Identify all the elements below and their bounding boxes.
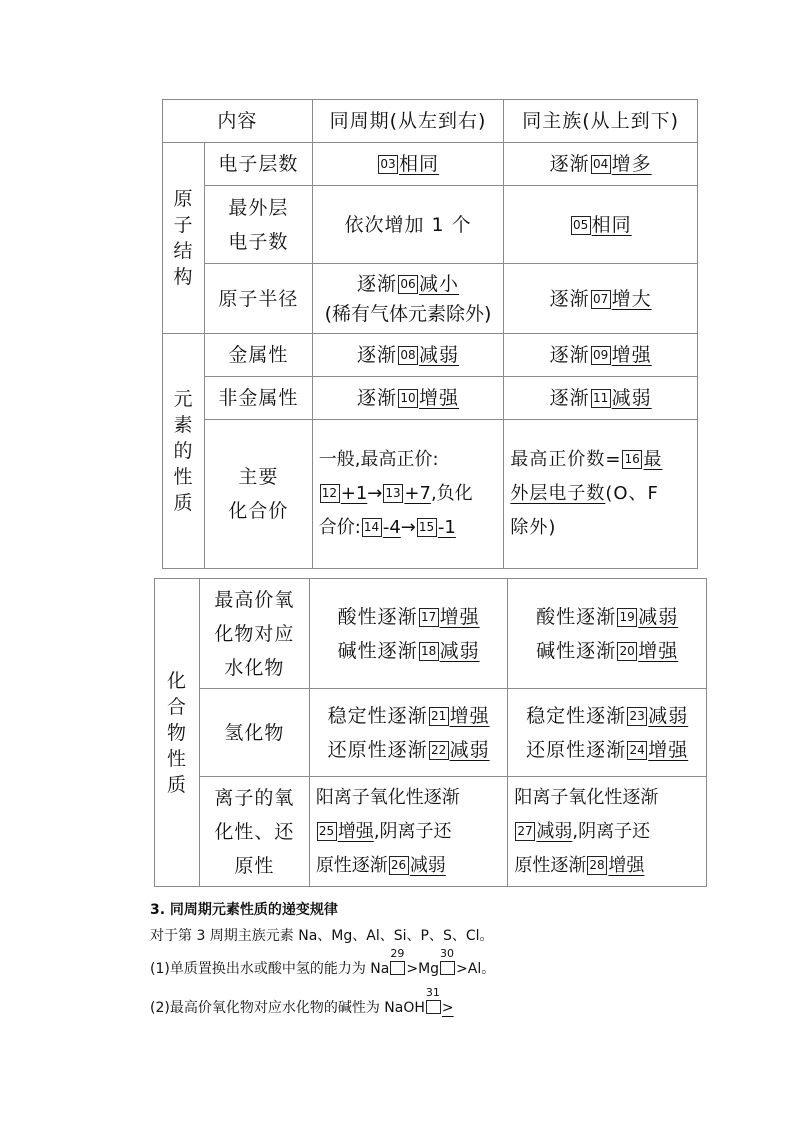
answer-blank [418, 606, 480, 628]
row-item-line: 电子数 [228, 230, 289, 253]
blank-number: 09 [591, 346, 611, 365]
row-item: 非金属性 [204, 377, 312, 420]
answer-blank [397, 273, 459, 295]
answer-blank [388, 855, 446, 876]
answer-blank [319, 483, 368, 504]
blank-number: 15 [417, 518, 437, 537]
blank-number: 24 [627, 741, 647, 760]
answer-text: 减弱 [419, 344, 460, 366]
prefix-text: 逐渐 [549, 344, 590, 366]
note-text: (稀有气体元素除外) [324, 302, 492, 325]
answer-blank [626, 705, 688, 727]
answer-text: 增强 [419, 387, 460, 409]
answer-text: 增强 [608, 854, 645, 876]
blank-number: 19 [617, 608, 637, 627]
row-item: 氢化物 [199, 689, 309, 777]
question-text: (2)最高价氧化物对应水化物的碱性为 NaOH [150, 1000, 425, 1016]
group-label-text: 化合物性质 [166, 669, 187, 796]
row-item [199, 579, 309, 689]
row-item: 电子层数 [204, 143, 312, 186]
question-text: > [441, 1000, 454, 1016]
answer-text: 相同 [399, 153, 440, 175]
answer-box[interactable] [390, 947, 405, 975]
answer-blank [397, 344, 459, 366]
answer-text: 相同 [591, 213, 632, 236]
row-item [204, 420, 312, 569]
blank-number: 06 [398, 275, 418, 294]
answer-blank [397, 387, 459, 409]
blank-number: 05 [571, 216, 591, 235]
arrow-icon: → [367, 483, 383, 504]
answer-blank [361, 517, 401, 538]
prefix-text: 酸性逐渐 [337, 605, 418, 628]
row-item-line: 最外层 [228, 196, 289, 219]
row-item-line: 最高价氧 [214, 588, 295, 611]
answer-text: 减弱 [536, 820, 573, 842]
answer-box[interactable] [425, 986, 441, 1014]
answer-text: 最 [643, 449, 663, 470]
answer-blank [590, 288, 652, 310]
answer-blank [316, 821, 374, 842]
answer-text: 减小 [419, 272, 460, 295]
blank-number: 11 [591, 389, 611, 408]
text-line: 阳离子氧化性逐渐 [514, 786, 659, 808]
prefix-text: 稳定性逐渐 [526, 704, 627, 727]
blank-number: 28 [587, 856, 607, 875]
group-label-atomic-structure [163, 143, 205, 334]
period-cell [312, 264, 504, 334]
prefix-text: 酸性逐渐 [536, 605, 617, 628]
answer-blank [616, 606, 678, 628]
answer-blank [616, 640, 678, 662]
answer-text: 增强 [638, 639, 679, 662]
question-text: >Al。 [456, 961, 496, 977]
prefix-text: 逐渐 [357, 387, 398, 409]
valence-line [510, 443, 691, 477]
group-cell [504, 264, 698, 334]
row-item: 金属性 [204, 334, 312, 377]
period-cell [309, 777, 508, 887]
answer-text: 减弱 [409, 854, 446, 876]
row-item-line: 化物对应 [214, 622, 295, 645]
answer-text: -1 [437, 517, 456, 538]
table-row [163, 264, 698, 334]
period-cell [312, 377, 504, 420]
prefix-text: 最高正价数= [510, 449, 622, 470]
table-row [155, 689, 707, 777]
answer-text: 减弱 [439, 639, 480, 662]
period-cell [312, 334, 504, 377]
header-same-group: 同主族(从上到下) [504, 100, 698, 143]
blank-number: 31 [425, 986, 440, 999]
answer-text: 增强 [439, 605, 480, 628]
answer-blank [382, 483, 431, 504]
blank-number: 22 [429, 741, 449, 760]
answer-blank [416, 517, 456, 538]
prefix-text: 原性逐渐 [514, 854, 587, 876]
text-line [514, 849, 700, 883]
text-line [316, 849, 502, 883]
text-line: 阳离子氧化性逐渐 [315, 786, 460, 808]
row-item-line: 主要 [238, 466, 279, 488]
row-item [204, 186, 312, 264]
row-item-line: 原性 [234, 854, 275, 877]
period-cell [309, 579, 508, 689]
group-cell [504, 334, 698, 377]
answer-blank [377, 153, 439, 175]
blank-number: 30 [440, 947, 455, 960]
answer-text: 增多 [611, 153, 652, 175]
blank-number: 16 [622, 450, 642, 469]
section-heading: 3. 同周期元素性质的递变规律 [150, 902, 338, 918]
prefix-text: 还原性逐渐 [526, 738, 627, 761]
group-cell [508, 689, 707, 777]
blank-number: 08 [398, 346, 418, 365]
row-item-line: 水化物 [224, 656, 285, 679]
group-cell [504, 377, 698, 420]
prefix-text: 逐渐 [357, 344, 398, 366]
question-line-2 [150, 986, 454, 1018]
valence-line [510, 477, 691, 511]
table-row [163, 420, 698, 569]
answer-text: 增强 [611, 344, 652, 366]
group-cell [504, 143, 698, 186]
group-cell [508, 579, 707, 689]
valence-line: 除外) [510, 517, 557, 538]
blank-number: 27 [515, 822, 535, 841]
table-row [163, 334, 698, 377]
prefix-text: 合价: [318, 517, 361, 538]
group-label-element-properties [163, 334, 205, 569]
prefix-text: 逐渐 [549, 153, 590, 175]
group-label-text: 元素的性质 [173, 388, 194, 514]
arrow-icon: → [400, 517, 416, 538]
question-text: (1)单质置换出水或酸中氢的能力为 Na [150, 961, 390, 977]
answer-text: 外层电子数 [510, 483, 606, 504]
period-cell [312, 143, 504, 186]
answer-text: 增大 [611, 287, 652, 310]
suffix-text: ,负化 [430, 483, 473, 504]
blank-number: 07 [591, 290, 611, 309]
prefix-text: 碱性逐渐 [536, 639, 617, 662]
answer-box[interactable] [440, 947, 455, 975]
question-text: >Mg [406, 961, 440, 977]
group-cell [508, 777, 707, 887]
answer-blank [621, 449, 662, 470]
answer-text: 减弱 [449, 738, 490, 761]
answer-text: 减弱 [648, 704, 689, 727]
row-item: 原子半径 [204, 264, 312, 334]
period-cell: 依次增加 1 个 [312, 186, 504, 264]
answer-blank [428, 705, 490, 727]
question-line-1 [150, 947, 496, 979]
answer-text: +7 [404, 483, 431, 504]
text-line [316, 815, 502, 849]
valence-line [319, 511, 498, 545]
blank-number: 25 [317, 822, 337, 841]
valence-line: 一般,最高正价: [318, 449, 439, 470]
answer-text: -4 [382, 517, 401, 538]
blank-number: 03 [378, 155, 398, 174]
prefix-text: 逐渐 [549, 387, 590, 409]
blank-number: 26 [389, 856, 409, 875]
answer-text: 减弱 [611, 387, 652, 409]
blank-number: 23 [627, 707, 647, 726]
suffix-text: ,阴离子还 [373, 820, 452, 842]
suffix-text: ,阴离子还 [572, 820, 651, 842]
prefix-text: 稳定性逐渐 [327, 704, 428, 727]
table-row [163, 186, 698, 264]
property-table-1 [162, 99, 698, 569]
answer-blank [590, 344, 652, 366]
period-cell [309, 689, 508, 777]
prefix-text: 原性逐渐 [315, 854, 388, 876]
table-header-row [163, 100, 698, 143]
answer-text: 增强 [449, 704, 490, 727]
suffix-text: (O、F [605, 483, 659, 504]
blank-number: 13 [383, 484, 403, 503]
blank-number: 10 [398, 389, 418, 408]
blank-number: 12 [320, 484, 340, 503]
period-cell [312, 420, 504, 569]
answer-blank [590, 387, 652, 409]
group-cell [504, 186, 698, 264]
blank-number: 29 [390, 947, 405, 960]
row-item-line: 化合价 [228, 500, 289, 522]
answer-blank [514, 821, 572, 842]
header-same-period: 同周期(从左到右) [312, 100, 504, 143]
answer-text: 增强 [337, 820, 374, 842]
blank-number: 17 [419, 608, 439, 627]
row-item [199, 777, 309, 887]
answer-text: 增强 [648, 738, 689, 761]
table-row [163, 377, 698, 420]
table-row [155, 579, 707, 689]
answer-blank [590, 153, 652, 175]
answer-text: 减弱 [638, 605, 679, 628]
text-line [514, 815, 700, 849]
table-row [163, 143, 698, 186]
header-content: 内容 [163, 100, 313, 143]
blank-number: 04 [591, 155, 611, 174]
group-label-text: 原子结构 [173, 188, 194, 288]
blank-number: 21 [429, 707, 449, 726]
valence-line [319, 477, 498, 511]
table-row [155, 777, 707, 887]
blank-number: 18 [419, 642, 439, 661]
answer-blank [586, 855, 644, 876]
answer-blank [418, 640, 480, 662]
row-item-line: 化性、还 [214, 820, 295, 843]
answer-blank [428, 739, 490, 761]
group-label-compound-properties [155, 579, 200, 887]
prefix-text: 逐渐 [549, 287, 590, 310]
group-cell [504, 420, 698, 569]
blank-number: 14 [362, 518, 382, 537]
row-item-line: 离子的氧 [214, 786, 295, 809]
answer-blank [626, 739, 688, 761]
prefix-text: 逐渐 [357, 272, 398, 295]
prefix-text: 还原性逐渐 [327, 738, 428, 761]
property-table-2 [154, 578, 707, 887]
prefix-text: 碱性逐渐 [337, 639, 418, 662]
answer-text: +1 [340, 483, 368, 504]
blank-number: 20 [617, 642, 637, 661]
section-intro: 对于第 3 周期主族元素 Na、Mg、Al、Si、P、S、Cl。 [150, 928, 494, 944]
answer-blank [570, 214, 632, 236]
